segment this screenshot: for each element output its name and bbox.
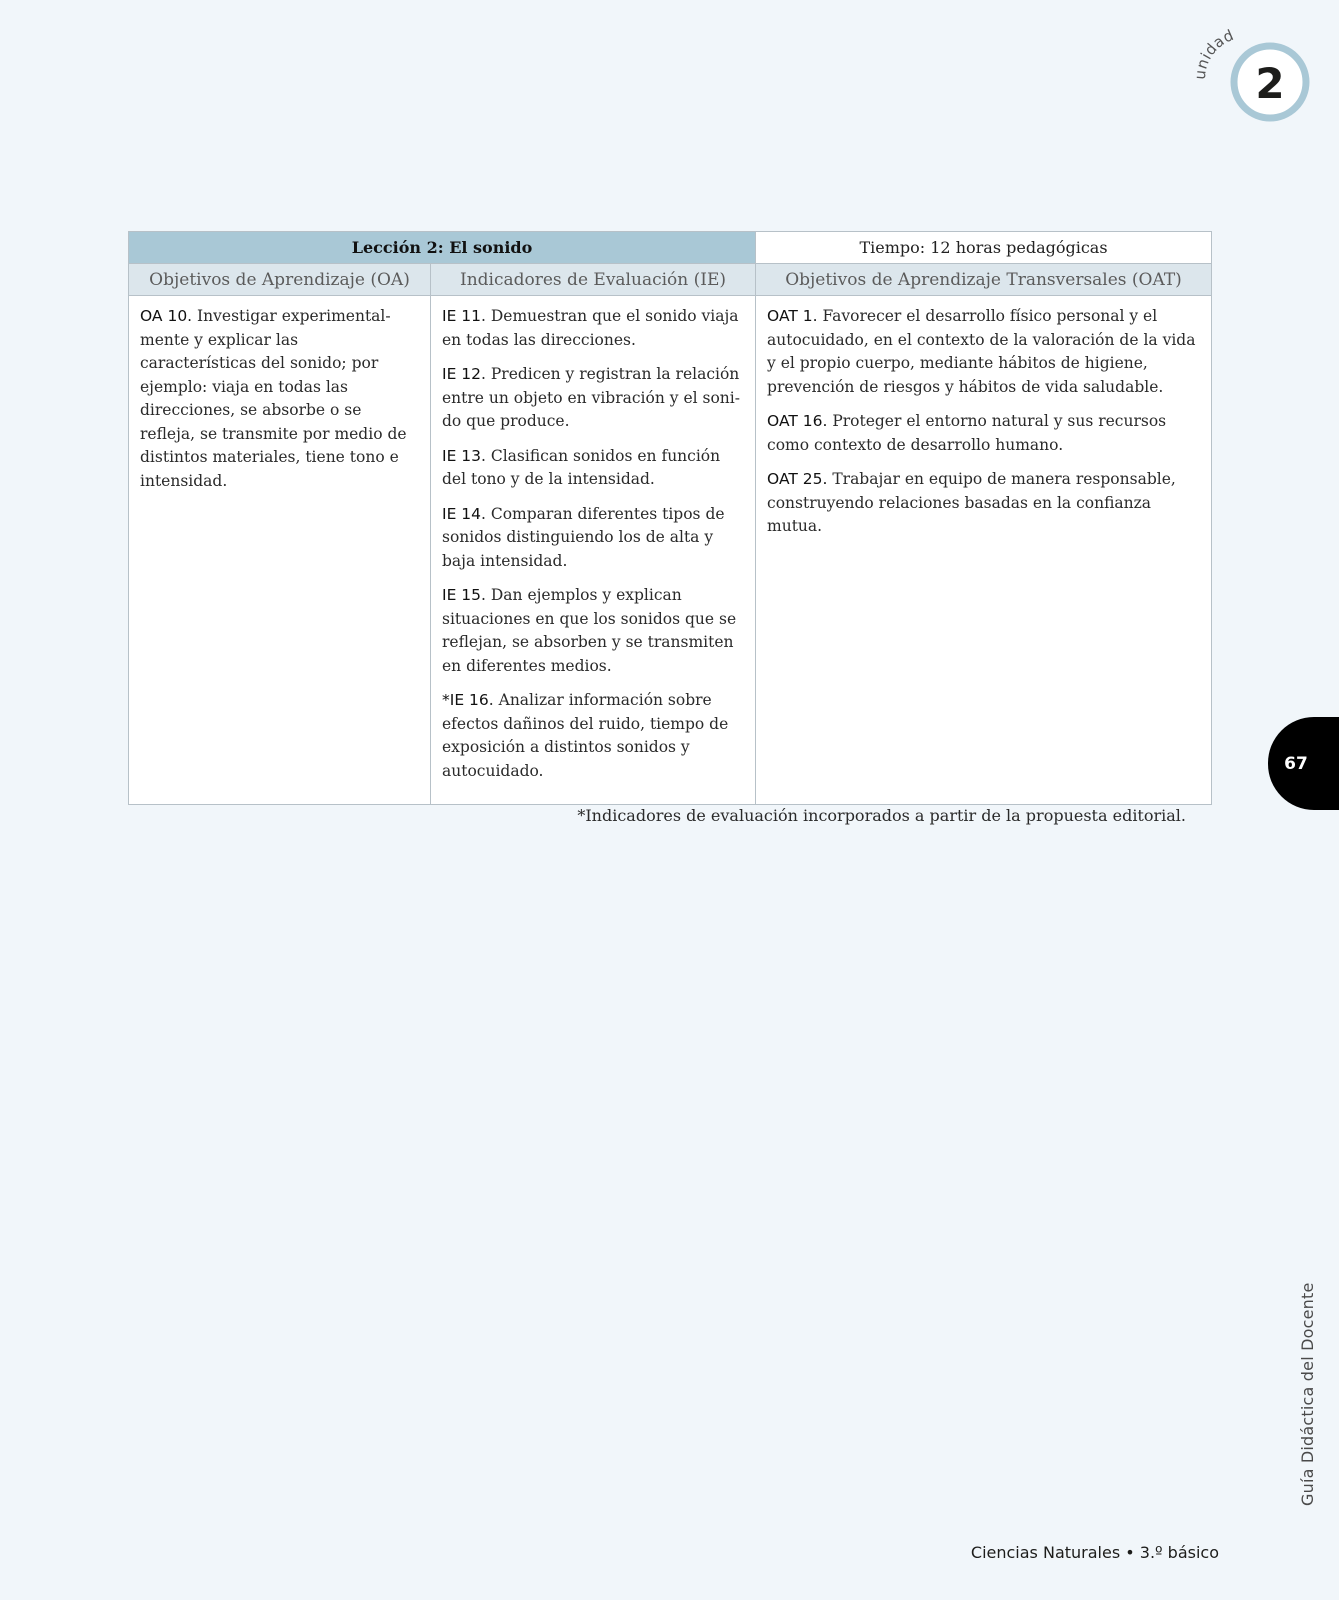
- page-number-tab: [1268, 717, 1339, 810]
- lesson-time: Tiempo: 12 horas pedagógicas: [756, 232, 1212, 264]
- header-oa: Objetivos de Aprendizaje (OA): [129, 264, 431, 296]
- oat-item: [767, 305, 1199, 399]
- oat-item: [767, 410, 1199, 457]
- oa-code: OA 10.: [140, 307, 193, 325]
- ie-item: [442, 689, 743, 783]
- content-row: [129, 296, 1212, 805]
- lesson-title: Lección 2: El sonido: [129, 232, 756, 264]
- ie-item: [442, 445, 743, 492]
- ie-code: IE 13: [442, 446, 482, 465]
- unit-badge: [1170, 18, 1320, 138]
- oat-item: [767, 468, 1199, 539]
- oat-text: Proteger el entorno natural y sus recursos como contexto de desarrollo humano.: [767, 412, 1167, 454]
- ie-text: . Predicen y registran la relación entre un objeto en vibración y el sonido que produce.: [442, 365, 740, 430]
- ie-code: IE 12: [442, 365, 482, 383]
- ie-item: [442, 584, 743, 678]
- svg-text:unidad: [1191, 26, 1237, 81]
- footnote: *Indicadores de evaluación incorporados a partir de la propuesta editorial.: [577, 806, 1186, 825]
- footer-subject: Ciencias Naturales • 3.º básico: [970, 1543, 1219, 1562]
- oa-text: Investigar experimentalmente y explicar las características del sonido; por ejemplo: viaja en todas las direcciones, se absorbe o se refleja, se transmite por medio de distintos materiales, tiene tono e intensidad.: [140, 307, 407, 490]
- unit-word: unidad: [1190, 25, 1237, 81]
- ie-text: . Comparan diferentes tipos de sonidos distinguiendo los de alta y baja intensidad.: [442, 504, 725, 570]
- title-row: [129, 232, 1212, 264]
- oa-item: [140, 305, 418, 493]
- oat-code: OAT 16.: [767, 412, 828, 430]
- page-number: 67: [1284, 753, 1308, 774]
- header-oat: Objetivos de Aprendizaje Transversales (OAT): [756, 264, 1212, 296]
- oat-text: Trabajar en equipo de manera responsable, construyendo relaciones basadas en la confianza mutua.: [767, 470, 1176, 535]
- ie-item: [442, 305, 743, 352]
- ie-code: IE 11: [442, 307, 482, 325]
- oat-text: Favorecer el desarrollo físico personal y el autocuidado, en el contexto de la valoración de la vida y el propio cuerpo, mediante hábitos de higiene, prevención de riesgos y hábitos de vida saludable.: [767, 307, 1196, 396]
- ie-item: [442, 503, 743, 574]
- side-guide-title: Guía Didáctica del Docente: [1298, 1282, 1317, 1506]
- lesson-plan-table: [128, 231, 1212, 805]
- ie-code: *IE 16: [442, 691, 489, 709]
- ie-text: . Analizar información sobre efectos dañinos del ruido, tiempo de exposición a distintos sonidos y autocuidado.: [442, 691, 729, 780]
- oa-cell: [129, 296, 431, 805]
- header-row: [129, 264, 1212, 296]
- oat-code: OAT 25.: [767, 470, 828, 488]
- ie-item: [442, 363, 743, 434]
- ie-cell: [431, 296, 756, 805]
- ie-text: . Dan ejemplos y explican situaciones en que los sonidos que se reflejan, se absorben y se transmiten en diferentes medios.: [442, 586, 737, 675]
- ie-text: . Clasifican sonidos en función del tono y de la intensidad.: [442, 446, 721, 488]
- ie-code: IE 15: [442, 586, 482, 604]
- unit-number: 2: [1255, 59, 1285, 108]
- ie-code: IE 14: [442, 504, 482, 523]
- header-ie: Indicadores de Evaluación (IE): [431, 264, 756, 296]
- ie-text: . Demuestran que el sonido viaja en todas las direcciones.: [442, 307, 739, 349]
- oat-code: OAT 1.: [767, 307, 818, 325]
- oat-cell: [756, 296, 1212, 805]
